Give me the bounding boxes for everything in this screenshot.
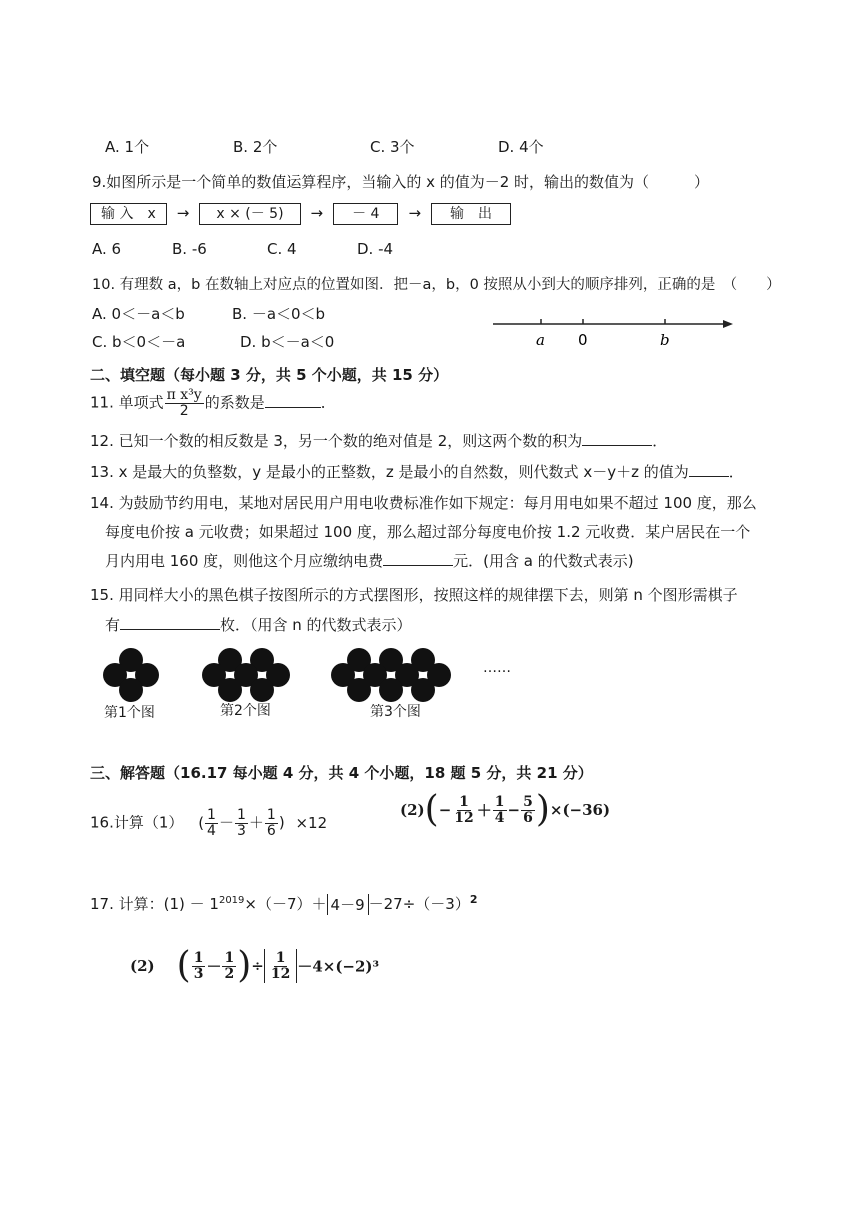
q16-p2-den-1: 12 bbox=[454, 809, 474, 826]
q14-line-1: 14. 为鼓励节约用电，某地对居民用户用电收费标准作如下规定：每月用电如果不超过 100 度，那么 bbox=[90, 494, 757, 512]
q9-option-d: D. -4 bbox=[357, 240, 394, 258]
q16-den-2: 3 bbox=[236, 822, 246, 839]
q16-den-3: 6 bbox=[266, 822, 276, 839]
chess-piece bbox=[119, 678, 143, 702]
q17-line-1: 17. 计算：(1) － 1 bbox=[90, 895, 219, 913]
q11-pre: 11. 单项式 bbox=[90, 393, 164, 412]
q15-line-1: 15. 用同样大小的黑色棋子按图所示的方式摆图形，按照这样的规律摆下去，则第 n 个图形需棋子 bbox=[90, 586, 738, 604]
q11-denominator: 2 bbox=[179, 402, 189, 419]
q16-fraction bbox=[205, 808, 218, 838]
q16-p2-den-2: 4 bbox=[494, 809, 505, 826]
q11-fraction bbox=[165, 388, 204, 418]
arrow-icon: → bbox=[408, 204, 422, 222]
chess-piece bbox=[379, 678, 403, 702]
q10-option-d: D. b＜－a＜0 bbox=[240, 333, 335, 351]
q16-part-2: (2)(− $\frac{1}{12}$ ＋ $\frac{1}{4}$ − $\frac{5}{6}$ )×(−36) bbox=[400, 789, 611, 830]
section-3-heading: 三、解答题（16.17 每小题 4 分，共 4 个小题，18 题 5 分，共 21 分） bbox=[90, 764, 593, 782]
q17-exponent: 2019 bbox=[218, 895, 245, 906]
q16-op-2: ＋ bbox=[248, 813, 264, 832]
axis-label-a: a bbox=[536, 331, 545, 349]
q10-stem: 10. 有理数 a，b 在数轴上对应点的位置如图．把－a，b，0 按照从小到大的顺序排列，正确的是 （ ） bbox=[92, 277, 781, 293]
arrow-icon: → bbox=[176, 204, 190, 222]
chess-piece bbox=[347, 678, 371, 702]
q15-line-2a: 有 bbox=[105, 616, 121, 634]
number-line bbox=[493, 314, 743, 354]
q17-p2-tail: －4×(−2)³ bbox=[297, 957, 380, 976]
flow-multiply-box: x × (－ 5) bbox=[199, 203, 300, 225]
q16-num-3: 1 bbox=[266, 807, 276, 823]
arrow-icon: → bbox=[310, 204, 324, 222]
q8-option-a: A. 1个 bbox=[105, 138, 150, 156]
q16-den-1: 4 bbox=[207, 822, 216, 839]
q12-answer-blank[interactable] bbox=[582, 431, 652, 446]
q16-op-1: － bbox=[218, 813, 234, 832]
q17-p2-den-1: 3 bbox=[193, 965, 204, 982]
q8-option-c: C. 3个 bbox=[370, 138, 415, 156]
q9-option-a: A. 6 bbox=[92, 240, 122, 258]
q10-option-a: A. 0＜－a＜b bbox=[92, 305, 185, 323]
q14-line-3a: 月内用电 160 度，则他这个月应缴纳电费 bbox=[105, 552, 384, 570]
q15-caption-1: 第1个图 bbox=[104, 705, 155, 721]
q17-p2-den-2: 2 bbox=[224, 965, 235, 982]
q9-stem: 9.如图所示是一个简单的数值运算程序，当输入的 x 的值为－2 时，输出的数值为（ ） bbox=[92, 173, 710, 191]
q15-caption-2: 第2个图 bbox=[220, 703, 271, 719]
q16-part-1 bbox=[90, 808, 327, 838]
q15-caption-3: 第3个图 bbox=[370, 704, 421, 720]
q10-option-b: B. －a＜0＜b bbox=[232, 305, 326, 323]
q16-p2-fraction bbox=[521, 795, 535, 825]
q16-label: 16.计算（1） bbox=[90, 813, 184, 832]
q17-p2-abs-fraction bbox=[269, 951, 292, 981]
axis-label-zero: 0 bbox=[578, 331, 588, 349]
q16-p2-close: ) bbox=[535, 789, 550, 830]
q17-p2-open: ( bbox=[176, 945, 191, 986]
q17-part-2 bbox=[130, 945, 380, 986]
q17-p2-fraction bbox=[222, 951, 236, 981]
q16-num-2: 1 bbox=[236, 807, 246, 823]
q17-p2-abs-den: 12 bbox=[270, 965, 291, 982]
q17-part-1 bbox=[90, 893, 477, 915]
flow-input-box: 输 入 x bbox=[90, 203, 167, 225]
q17-absolute-value: 4－9 bbox=[327, 894, 369, 915]
q16-p2-num-1: 1 bbox=[459, 793, 469, 810]
chess-piece bbox=[218, 678, 242, 702]
q17-p2-op: － bbox=[206, 957, 222, 976]
q9-flowchart bbox=[90, 203, 511, 225]
q16-p2-num-3: 5 bbox=[523, 793, 533, 810]
q13 bbox=[90, 461, 744, 482]
q12-end: ． bbox=[652, 432, 668, 450]
q11-end: ． bbox=[320, 393, 336, 412]
q16-fraction bbox=[235, 808, 248, 838]
q10-option-c: C. b＜0＜－a bbox=[92, 333, 186, 351]
q15-line-2 bbox=[105, 614, 412, 635]
q16-close-paren: ) bbox=[278, 813, 285, 832]
q17-p2-abs-num: 1 bbox=[275, 949, 286, 966]
q13-end: ． bbox=[728, 463, 744, 481]
q11-numerator: π x³y bbox=[166, 387, 202, 403]
q17-p2-fraction bbox=[192, 951, 206, 981]
section-2-heading: 二、填空题（每小题 3 分，共 5 个小题，共 15 分） bbox=[90, 366, 449, 384]
q17-line-1c: －27÷（－3） bbox=[368, 895, 470, 913]
q17-p2-absolute-value bbox=[264, 949, 297, 983]
q14-answer-blank[interactable] bbox=[383, 551, 453, 566]
q16-p2-den-3: 6 bbox=[523, 809, 533, 826]
q16-fraction bbox=[265, 808, 278, 838]
q17-p2-num-1: 1 bbox=[193, 949, 204, 966]
q16-p2-open: ( bbox=[424, 789, 439, 830]
q8-option-b: B. 2个 bbox=[233, 138, 278, 156]
q16-p2-tail: ×(−36) bbox=[549, 801, 611, 819]
q14-line-3b: 元．(用含 a 的代数式表示) bbox=[453, 552, 634, 570]
q17-line-1b: ×（－7）＋ bbox=[244, 895, 327, 913]
q17-part-2-label: (2) bbox=[130, 957, 155, 975]
q14-line-2: 每度电价按 a 元收费；如果超过 100 度，那么超过部分每度电价按 1.2 元收费．某户居民在一个 bbox=[105, 523, 751, 541]
q16-tail: ×12 bbox=[295, 813, 328, 832]
q16-p2-num-2: 1 bbox=[494, 793, 505, 810]
q16-open-paren: ( bbox=[198, 813, 205, 832]
q13-answer-blank[interactable] bbox=[689, 462, 729, 477]
q15-answer-blank[interactable] bbox=[120, 615, 220, 630]
q16-num-1: 1 bbox=[207, 807, 216, 823]
q17-p2-num-2: 1 bbox=[224, 949, 235, 966]
q15-line-2b: 枚．（用含 n 的代数式表示） bbox=[220, 616, 412, 634]
q13-text: 13. x 是最大的负整数，y 是最小的正整数，z 是最小的自然数，则代数式 x－y＋z 的值为 bbox=[90, 463, 689, 481]
q8-option-d: D. 4个 bbox=[498, 138, 544, 156]
flow-output-box: 输 出 bbox=[431, 203, 511, 225]
q12 bbox=[90, 430, 667, 451]
q16-part-2-label: (2) bbox=[400, 801, 425, 819]
chess-piece bbox=[411, 678, 435, 702]
q9-option-c: C. 4 bbox=[267, 240, 297, 258]
q17-p2-close: ) bbox=[237, 945, 252, 986]
q9-option-b: B. -6 bbox=[172, 240, 207, 258]
q16-p2-fraction bbox=[493, 795, 507, 825]
q12-text: 12. 已知一个数的相反数是 3，另一个数的绝对值是 2，则这两个数的积为 bbox=[90, 432, 583, 450]
q11 bbox=[90, 388, 336, 418]
q17-p2-divide: ÷ bbox=[251, 957, 264, 975]
chess-piece bbox=[250, 678, 274, 702]
q16-p2-fraction bbox=[452, 795, 475, 825]
q11-answer-blank[interactable] bbox=[265, 393, 321, 408]
flow-subtract-box: － 4 bbox=[333, 203, 398, 225]
q15-ellipsis: …… bbox=[483, 660, 511, 676]
q14-line-3 bbox=[105, 550, 634, 571]
axis-label-b: b bbox=[660, 331, 670, 349]
q11-post: 的系数是 bbox=[204, 393, 265, 412]
q17-exponent-2: 2 bbox=[469, 893, 478, 906]
